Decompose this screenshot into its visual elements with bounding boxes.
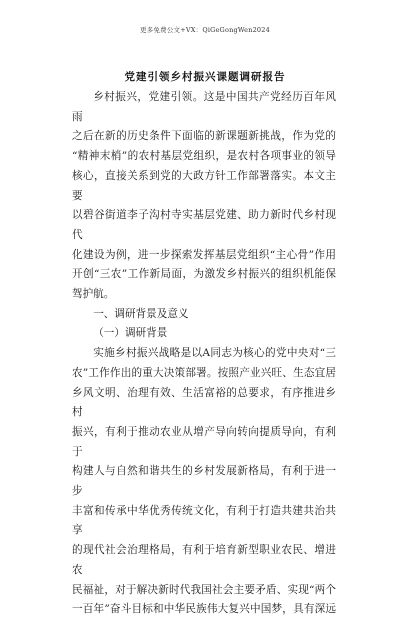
intro-line: 乡村振兴，党建引领。这是中国共产党经历百年风雨 <box>72 91 336 123</box>
intro-line: 驾护航。 <box>72 288 115 301</box>
intro-line: 以碧谷街道李子沟村寺实基层党建、助力新时代乡村现代 <box>72 209 336 241</box>
intro-line: 开创“三农”工作新局面，为激发乡村振兴的组织机能保 <box>72 268 336 281</box>
document-body <box>72 88 336 620</box>
background-line: 一百年”奋斗目标和中华民族伟大复兴中国梦，具有深远 <box>72 603 336 616</box>
header-note: 更多免费公文+VX：QiGeGongWen2024 <box>140 26 270 34</box>
background-line: 农”工作作出的重大决策部署。按照产业兴旺、生态宜居 <box>72 366 336 379</box>
background-line: 构建人与自然和谐共生的乡村发展新格局，有利于进一步 <box>72 465 336 498</box>
background-line: 振兴，有利于推动农业从增产导向转向提质导向，有利于 <box>72 425 336 458</box>
background-line: 民福祉，对于解决新时代我国社会主要矛盾、实现“两个 <box>72 583 336 596</box>
intro-line: 之后在新的历史条件下面临的新课题新挑战，作为党的 <box>72 130 336 143</box>
background-line: 实施乡村振兴战略是以A同志为核心的党中央对“三 <box>93 347 336 360</box>
background-line: 的现代社会治理格局，有利于培育新型职业农民、增进农 <box>72 544 336 576</box>
section-heading: 一、调研背景及意义 <box>93 307 189 320</box>
background-line: 丰富和传承中华优秀传统文化，有利于打造共建共治共享 <box>72 504 336 537</box>
background-line: 乡风文明、治理有效、生活富裕的总要求，有序推进乡村 <box>72 386 336 419</box>
intro-line: 核心，直接关系到党的大政方针工作部署落实。本文主要 <box>72 169 336 202</box>
subsection-heading: （一）调研背景 <box>93 327 168 340</box>
intro-line: “精神末梢”的农村基层党组织，是农村各项事业的领导 <box>72 150 336 163</box>
document-title: 党建引领乡村振兴课题调研报告 <box>124 71 286 83</box>
intro-line: 化建设为例，进一步探索发挥基层党组织“主心骨”作用 <box>72 248 336 261</box>
